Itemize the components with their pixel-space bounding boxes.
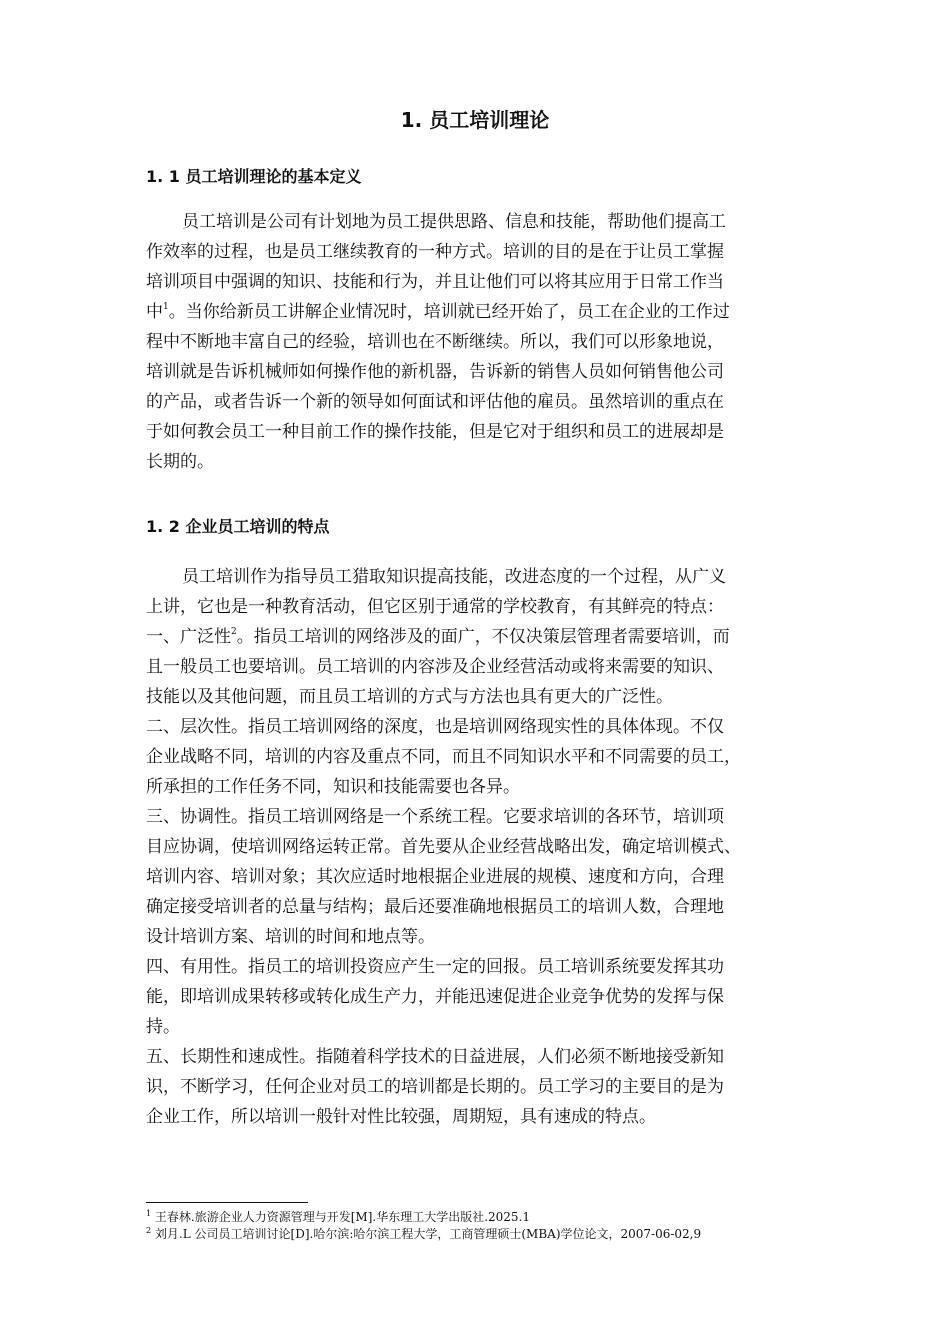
paragraph-line: 能，即培训成果转移或转化成生产力，并能迅速促进企业竞争优势的发挥与保 <box>146 987 724 1007</box>
footnote-1 <box>146 1208 530 1225</box>
paragraph-line: 且一般员工也要培训。员工培训的内容涉及企业经营活动或将来需要的知识、 <box>146 657 724 677</box>
paragraph-line: 员工培训作为指导员工猎取知识提高技能，改进态度的一个过程，从广义 <box>182 567 726 587</box>
paragraph-line <box>146 297 806 327</box>
footnote-ref-1[interactable]: 1 <box>163 302 169 312</box>
paragraph-line: 培训项目中强调的知识、技能和行为，并且让他们可以将其应用于日常工作当 <box>146 272 724 292</box>
line-rest: 。当你给新员工讲解企业情况时，培训就已经开始了，员工在企业的工作过 <box>168 302 730 322</box>
paragraph-line: 作效率的过程，也是员工继续教育的一种方式。培训的目的是在于让员工掌握 <box>146 242 724 262</box>
footnote-text: 刘月.L 公司员工培训讨论[D].哈尔滨:哈尔滨工程大学，工商管理硕士(MBA)学位论文，2007-06-02,9 <box>154 1227 702 1241</box>
paragraph-line: 企业战略不同，培训的内容及重点不同，而且不同知识水平和不同需要的员工， <box>146 747 741 767</box>
item-1-prefix: 一、广泛性 <box>146 627 231 647</box>
paragraph-line: 确定接受培训者的总量与结构；最后还要准确地根据员工的培训人数，合理地 <box>146 897 724 917</box>
item-1-rest: 。指员工培训的网络涉及的面广，不仅决策层管理者需要培训，而 <box>236 627 730 647</box>
footnote-separator <box>146 1202 308 1203</box>
paragraph-line: 程中不断地丰富自己的经验，培训也在不断继续。所以，我们可以形象地说， <box>146 332 724 352</box>
section-1-heading: 1. 1 员工培训理论的基本定义 <box>146 167 362 186</box>
paragraph-line: 于如何教会员工一种目前工作的操作技能，但是它对于组织和员工的进展却是 <box>146 422 724 442</box>
paragraph-line: 识，不断学习，任何企业对员工的培训都是长期的。员工学习的主要目的是为 <box>146 1077 724 1097</box>
paragraph-line: 长期的。 <box>146 452 214 472</box>
footnote-ref-2[interactable]: 2 <box>231 627 237 637</box>
section-2-heading: 1. 2 企业员工培训的特点 <box>146 517 330 536</box>
section-2-body <box>146 562 806 1132</box>
paragraph-line: 企业工作，所以培训一般针对性比较强，周期短，具有速成的特点。 <box>146 1107 656 1127</box>
footnote-number: 1 <box>146 1209 152 1218</box>
paragraph-line: 培训内容、培训对象；其次应适时地根据企业进展的规模、速度和方向，合理 <box>146 867 724 887</box>
paragraph-line: 所承担的工作任务不同，知识和技能需要也各异。 <box>146 777 520 797</box>
paragraph-line: 员工培训是公司有计划地为员工提供思路、信息和技能，帮助他们提高工 <box>182 212 726 232</box>
paragraph-line <box>146 622 806 652</box>
paragraph-line: 培训就是告诉机械师如何操作他的新机器，告诉新的销售人员如何销售他公司 <box>146 362 724 382</box>
paragraph-line: 持。 <box>146 1017 180 1037</box>
paragraph-line: 上讲，它也是一种教育活动，但它区别于通常的学校教育，有其鲜亮的特点： <box>146 597 724 617</box>
paragraph-line: 的产品，或者告诉一个新的领导如何面试和评估他的雇员。虽然培训的重点在 <box>146 392 724 412</box>
paragraph-line: 设计培训方案、培训的时间和地点等。 <box>146 927 435 947</box>
paragraph-line: 五、长期性和速成性。指随着科学技术的日益进展，人们必须不断地接受新知 <box>146 1047 724 1067</box>
paragraph-line: 四、有用性。指员工的培训投资应产生一定的回报。员工培训系统要发挥其功 <box>146 957 724 977</box>
section-1-body <box>146 207 806 477</box>
paragraph-line: 技能以及其他问题，而且员工培训的方式与方法也具有更大的广泛性。 <box>146 687 673 707</box>
footnote-text: 王春林.旅游企业人力资源管理与开发[M].华东理工大学出版社.2025.1 <box>154 1210 531 1224</box>
page-title: 1. 员工培训理论 <box>400 108 550 132</box>
paragraph-line: 目应协调，使培训网络运转正常。首先要从企业经营战略出发，确定培训模式、 <box>146 837 741 857</box>
paragraph-line: 二、层次性。指员工培训网络的深度，也是培训网络现实性的具体体现。不仅 <box>146 717 724 737</box>
line-prefix: 中 <box>146 302 163 322</box>
footnote-number: 2 <box>146 1226 152 1235</box>
paragraph-line: 三、协调性。指员工培训网络是一个系统工程。它要求培训的各环节，培训项 <box>146 807 724 827</box>
footnote-2 <box>146 1225 701 1242</box>
